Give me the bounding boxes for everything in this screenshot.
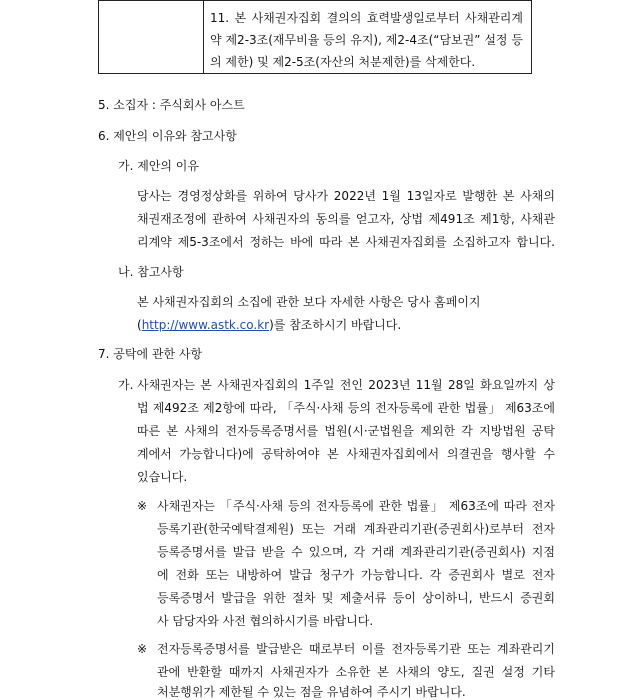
section-5-convener: 5. 소집자 : 주식회사 아스트: [98, 98, 245, 112]
note-1-mark: ※: [137, 499, 148, 513]
deposit-line-3: 따른 본 사채의 전자등록증명서를 법원(시·군법원을 제외한 각 지방법원 공탁: [137, 424, 555, 438]
section-6-ga-heading: 가. 제안의 이유: [118, 159, 199, 173]
link-open-paren: (: [137, 318, 142, 332]
section-6-heading: 6. 제안의 이유와 참고사항: [98, 129, 237, 143]
reason-line-2: 채권재조정에 관하여 사채권자의 동의를 얻고자, 상법 제491조 제1항, 사채관: [137, 212, 555, 226]
note-1-line-2: 등록기관(한국예탁결제원) 또는 거래 계좌관리기관(증권회사)로부터 전자: [157, 522, 555, 536]
amendment-table: [98, 0, 532, 74]
section-6-na-heading: 나. 참고사항: [118, 265, 184, 279]
reference-line-1: 본 사채권자집회의 소집에 관한 보다 자세한 사항은 당사 홈페이지: [137, 295, 481, 309]
note-1-line-5: 등록증명서 발급을 위한 절차 및 제출서류 등이 상이하니, 반드시 증권회: [157, 591, 555, 605]
note-1-line-1: 사채권자는 「주식·사채 등의 전자등록에 관한 법률」 제63조에 따라 전자: [157, 499, 555, 513]
note-1-line-6: 사 담당자와 사전 협의하시기를 바랍니다.: [157, 614, 374, 628]
deposit-line-1: 사채권자는 본 사채권자집회의 1주일 전인 2023년 11월 28일 화요일까지 상: [137, 378, 555, 392]
note-1-line-3: 등록증명서를 발급 받을 수 있으며, 각 거래 계좌관리기관(증권회사) 지점: [157, 545, 555, 559]
reason-line-3: 리계약 제5-3조에서 정하는 바에 따라 본 사채권자집회를 소집하고자 합니다.: [137, 235, 555, 249]
note-1-line-4: 에 전화 또는 내방하여 발급 청구가 가능합니다. 각 증권회사 별로 전자: [157, 568, 555, 582]
link-close-text: )를 참조하시기 바랍니다.: [269, 318, 402, 332]
note-2-mark: ※: [137, 642, 148, 656]
deposit-line-4: 계에서 가능합니다)에 공탁하여야 본 사채권자집회에서 의결권을 행사할 수: [137, 447, 555, 461]
table-text-cell: 11. 본 사채권자집회 결의의 효력발생일로부터 사채관리계약 제2-3조(재무비율 등의 유지), 제2-4조(“담보권” 설정 등의 제한) 및 제2-5조(자산의 처분제한)를 삭제한다.: [204, 1, 532, 74]
deposit-line-5: 있습니다.: [137, 470, 188, 484]
homepage-link[interactable]: http://www.astk.co.kr: [141, 318, 270, 332]
note-2-line-3: 처분행위가 제한될 수 있는 점을 유념하여 주시기 바랍니다.: [157, 685, 466, 699]
note-2-line-1: 전자등록증명서를 발급받은 때로부터 이를 전자등록기관 또는 계좌관리기: [157, 642, 555, 656]
note-2-line-2: 관에 반환할 때까지 사채권자가 소유한 본 사채의 양도, 질권 설정 기타: [157, 665, 555, 679]
reason-line-1: 당사는 경영정상화를 위하여 당사가 2022년 1월 13일자로 발행한 본 사채의: [137, 189, 555, 203]
deposit-line-2: 법 제492조 제2항에 따라, 「주식·사채 등의 전자등록에 관한 법률」 제63조에: [137, 401, 555, 415]
section-7-ga-prefix: 가.: [118, 378, 134, 392]
section-7-heading: 7. 공탁에 관한 사항: [98, 347, 203, 361]
reference-line-2: [137, 317, 401, 333]
table-empty-cell: [99, 1, 204, 74]
